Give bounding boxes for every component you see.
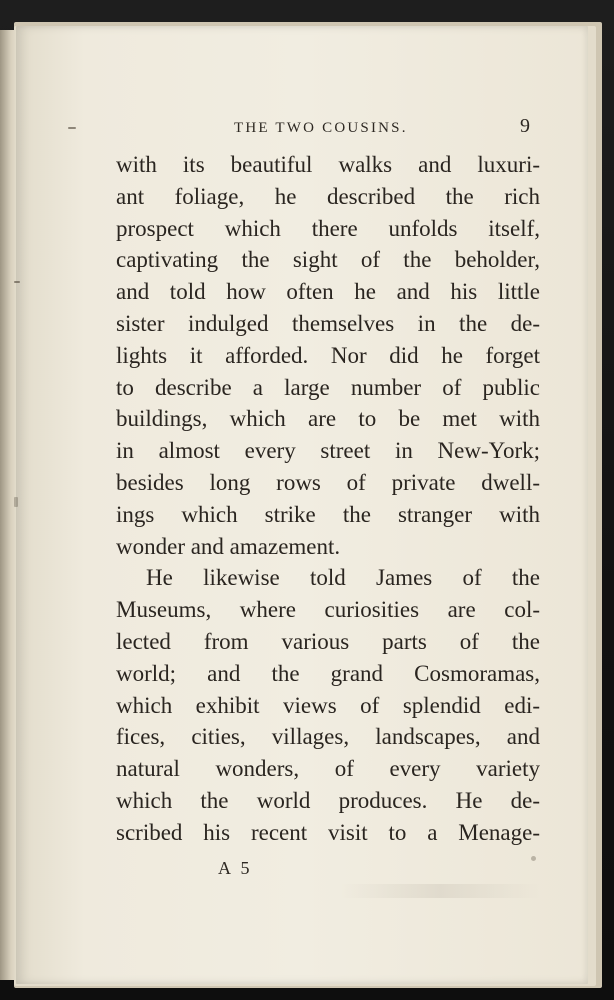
text-line: natural wonders, of every variety xyxy=(116,756,540,782)
text-line: buildings, which are to be met with xyxy=(116,406,540,432)
signature-mark: A 5 xyxy=(218,858,253,878)
margin-mark xyxy=(68,127,76,129)
bleed-through xyxy=(340,884,540,898)
text-line: world; and the grand Cosmoramas, xyxy=(116,660,540,686)
text-line: and told how often he and his little xyxy=(116,279,540,305)
text-line: besides long rows of private dwell- xyxy=(116,469,540,495)
text-line: in almost every street in New-York; xyxy=(116,438,540,464)
text-line: which the world produces. He de- xyxy=(116,787,540,813)
text-line: wonder and amazement. xyxy=(116,533,341,559)
text-line: ant foliage, he described the rich xyxy=(116,183,540,209)
text-line: lights it afforded. Nor did he forget xyxy=(116,342,540,368)
page-number: 9 xyxy=(520,115,530,137)
text-line: with its beautiful walks and luxuri- xyxy=(116,152,540,177)
margin-mark xyxy=(14,497,18,507)
running-title: THE TWO COUSINS. xyxy=(234,120,408,136)
body-text xyxy=(116,149,540,849)
text-line: Museums, where curiosities are col- xyxy=(116,597,540,623)
text-line: sister indulged themselves in the de- xyxy=(116,310,540,336)
margin-mark xyxy=(531,856,536,861)
text-line: He likewise told James of the xyxy=(146,565,540,591)
text-line: fices, cities, villages, landscapes, and xyxy=(116,724,540,750)
text-line: ings which strike the stranger with xyxy=(116,501,540,527)
text-line: to describe a large number of public xyxy=(116,374,540,400)
margin-mark xyxy=(14,281,20,283)
text-line: scribed his recent visit to a Menage- xyxy=(116,819,540,845)
text-line: which exhibit views of splendid edi- xyxy=(116,692,540,718)
text-line: lected from various parts of the xyxy=(116,628,540,654)
text-line: prospect which there unfolds itself, xyxy=(116,215,540,241)
text-line: captivating the sight of the beholder, xyxy=(116,247,540,273)
